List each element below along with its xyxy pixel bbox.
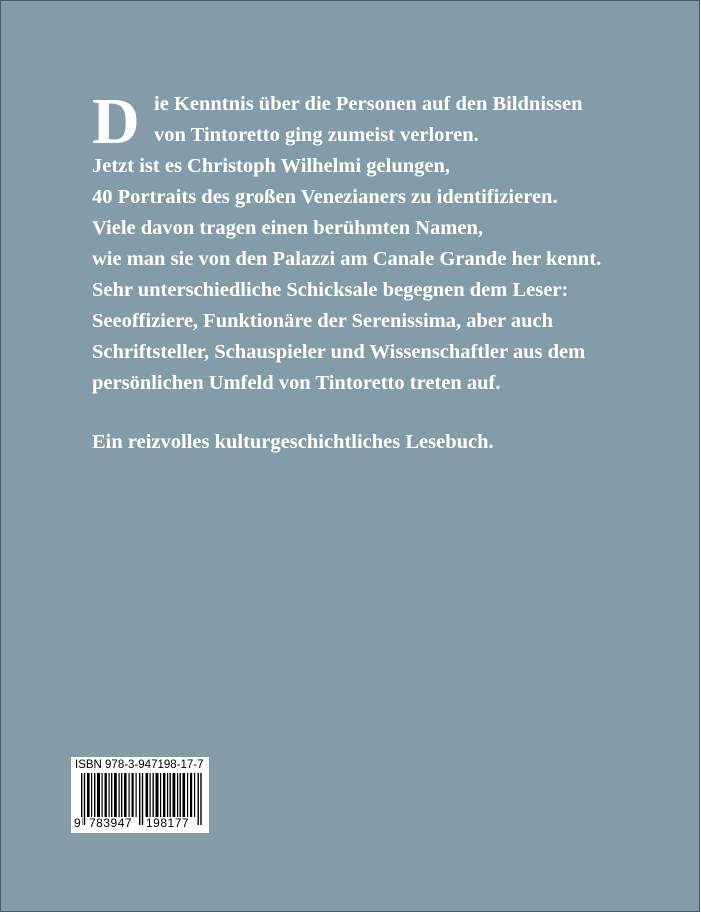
barcode-digits-left: 783947 [89, 816, 133, 830]
blurb-line-3: Jetzt ist es Christoph Wilhelmi gelungen, [92, 155, 450, 177]
blurb-line-10: persönlichen Umfeld von Tintoretto treten auf. [92, 372, 501, 394]
drop-cap: D [92, 85, 140, 158]
blurb-line-9: Schriftsteller, Schauspieler und Wissenschaftler aus dem [92, 341, 586, 363]
barcode-digit-prefix: 9 [74, 816, 81, 830]
tagline: Ein reizvolles kulturgeschichtliches Lesebuch. [92, 431, 494, 453]
isbn-label: ISBN 978-3-947198-17-7 [75, 759, 204, 771]
blurb-line-6: wie man sie von den Palazzi am Canale Grande her kennt. [92, 248, 602, 270]
blurb-line-5: Viele davon tragen einen berühmten Namen, [92, 217, 483, 239]
blurb-paragraph [92, 85, 682, 399]
blurb-line-8: Seeoffiziere, Funktionäre der Serenissima, aber auch [92, 310, 554, 332]
blurb-line-1: ie Kenntnis über die Personen auf den Bildnissen [154, 93, 583, 115]
barcode-digits-right: 198177 [146, 816, 190, 830]
blurb-line-4: 40 Portraits des großen Venezianers zu identifizieren. [92, 186, 558, 208]
blurb-line-7: Sehr unterschiedliche Schicksale begegnen dem Leser: [92, 279, 569, 301]
isbn-barcode [71, 757, 209, 833]
blurb-line-2: von Tintoretto ging zumeist verloren. [154, 124, 479, 146]
blurb-text [92, 85, 682, 453]
